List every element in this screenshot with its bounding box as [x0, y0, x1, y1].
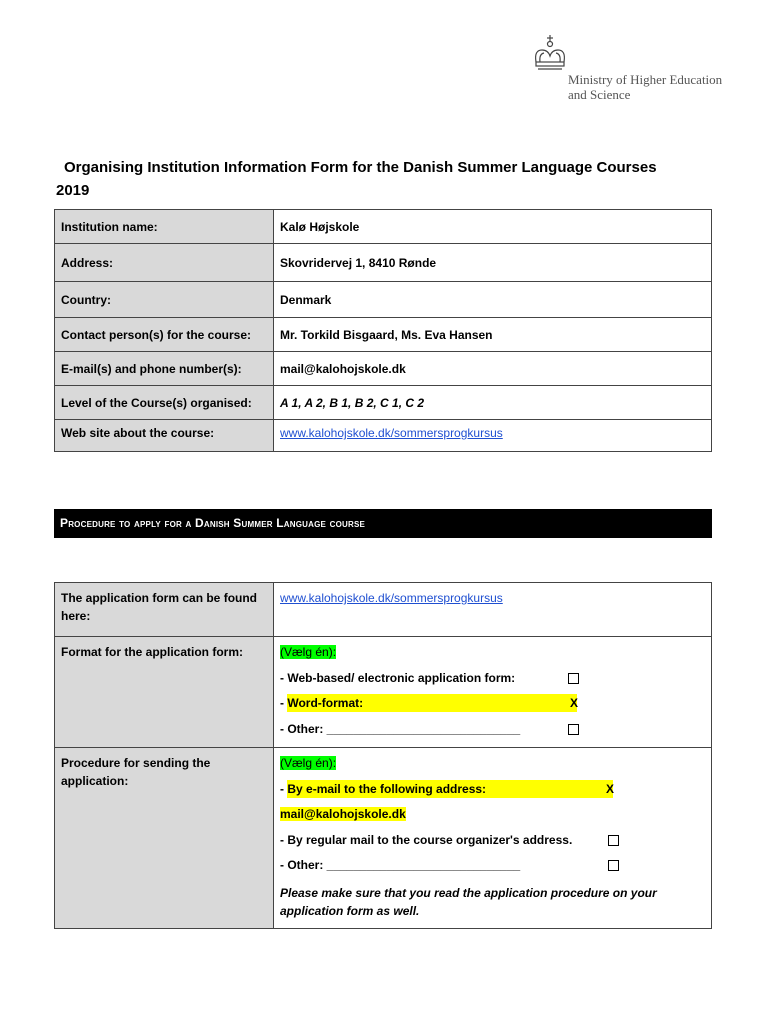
checkbox-web[interactable]	[568, 673, 579, 684]
title-line1: Organising Institution Information Form for the Danish Summer Language Courses	[64, 159, 657, 176]
format-option-word-label	[287, 694, 577, 712]
format-option-word	[280, 694, 705, 720]
ministry-name	[568, 72, 722, 102]
found-value-cell	[274, 583, 712, 637]
checkbox-word-checked[interactable]: X	[570, 696, 579, 710]
send-email-address: mail@kalohojskole.dk	[280, 807, 406, 821]
format-choose-text: (Vælg én):	[280, 645, 337, 659]
table-row	[55, 583, 712, 637]
found-label: The application form can be found here:	[55, 583, 274, 637]
send-option-mail-label: - By regular mail to the course organizer's address.	[280, 832, 573, 847]
section-header-text: Procedure to apply for a Danish Summer Language course	[60, 516, 366, 530]
ministry-line2: and Science	[568, 87, 631, 102]
checkbox-email-checked[interactable]: X	[606, 781, 615, 796]
send-option-mail	[280, 831, 705, 857]
table-row	[55, 244, 712, 282]
title-line2: 2019	[56, 182, 90, 199]
row-label: Country:	[55, 282, 274, 318]
table-row	[55, 318, 712, 352]
send-option-email	[280, 780, 705, 806]
send-email-line	[280, 805, 705, 831]
send-label: Procedure for sending the application:	[55, 748, 274, 929]
send-options-cell	[274, 748, 712, 929]
institution-info-table	[54, 209, 712, 452]
checkbox-other[interactable]	[568, 724, 579, 735]
row-value-cell	[274, 420, 712, 452]
table-row	[55, 748, 712, 929]
checkbox-send-other[interactable]	[608, 860, 619, 871]
format-option-web-label: - Web-based/ electronic application form:	[280, 670, 516, 685]
row-label: E-mail(s) and phone number(s):	[55, 352, 274, 386]
format-option-word-prefix: -	[280, 696, 288, 710]
format-options-cell	[274, 637, 712, 748]
table-row	[55, 352, 712, 386]
row-value: Kalø Højskole	[274, 210, 712, 244]
table-row	[55, 386, 712, 420]
table-row	[55, 282, 712, 318]
format-option-other-label: - Other: _____________________________	[280, 721, 521, 736]
row-label: Level of the Course(s) organised:	[55, 386, 274, 420]
row-value: A 1, A 2, B 1, B 2, C 1, C 2	[274, 386, 712, 420]
send-option-other	[280, 856, 705, 882]
section-header-bar	[54, 509, 712, 538]
row-label: Institution name:	[55, 210, 274, 244]
checkbox-mail[interactable]	[608, 835, 619, 846]
row-value: mail@kalohojskole.dk	[274, 352, 712, 386]
row-label: Web site about the course:	[55, 420, 274, 452]
row-label: Contact person(s) for the course:	[55, 318, 274, 352]
format-label: Format for the application form:	[55, 637, 274, 748]
send-choose-line	[280, 754, 705, 780]
format-option-word-text: Word-format:	[287, 696, 364, 710]
format-choose-line	[280, 643, 705, 669]
row-label: Address:	[55, 244, 274, 282]
course-website-link[interactable]: www.kalohojskole.dk/sommersprogkursus	[280, 426, 503, 440]
format-option-other	[280, 720, 705, 746]
send-option-email-text: By e-mail to the following address:	[287, 781, 487, 796]
row-value: Mr. Torkild Bisgaard, Ms. Eva Hansen	[274, 318, 712, 352]
send-option-other-label: - Other: _____________________________	[280, 858, 521, 872]
table-row	[55, 210, 712, 244]
send-option-email-prefix: -	[280, 781, 288, 796]
page-title	[56, 156, 714, 202]
procedure-table	[54, 582, 712, 929]
crown-icon	[530, 34, 570, 74]
row-value: Skovridervej 1, 8410 Rønde	[274, 244, 712, 282]
ministry-line1: Ministry of Higher Education	[568, 72, 723, 87]
procedure-note: Please make sure that you read the application procedure on your application form as well.	[280, 885, 657, 918]
table-row	[55, 420, 712, 452]
send-option-email-label	[287, 780, 613, 798]
row-value: Denmark	[274, 282, 712, 318]
format-option-web	[280, 669, 705, 695]
send-choose-text: (Vælg én):	[280, 756, 337, 770]
application-form-link[interactable]: www.kalohojskole.dk/sommersprogkursus	[280, 591, 503, 605]
table-row	[55, 637, 712, 748]
